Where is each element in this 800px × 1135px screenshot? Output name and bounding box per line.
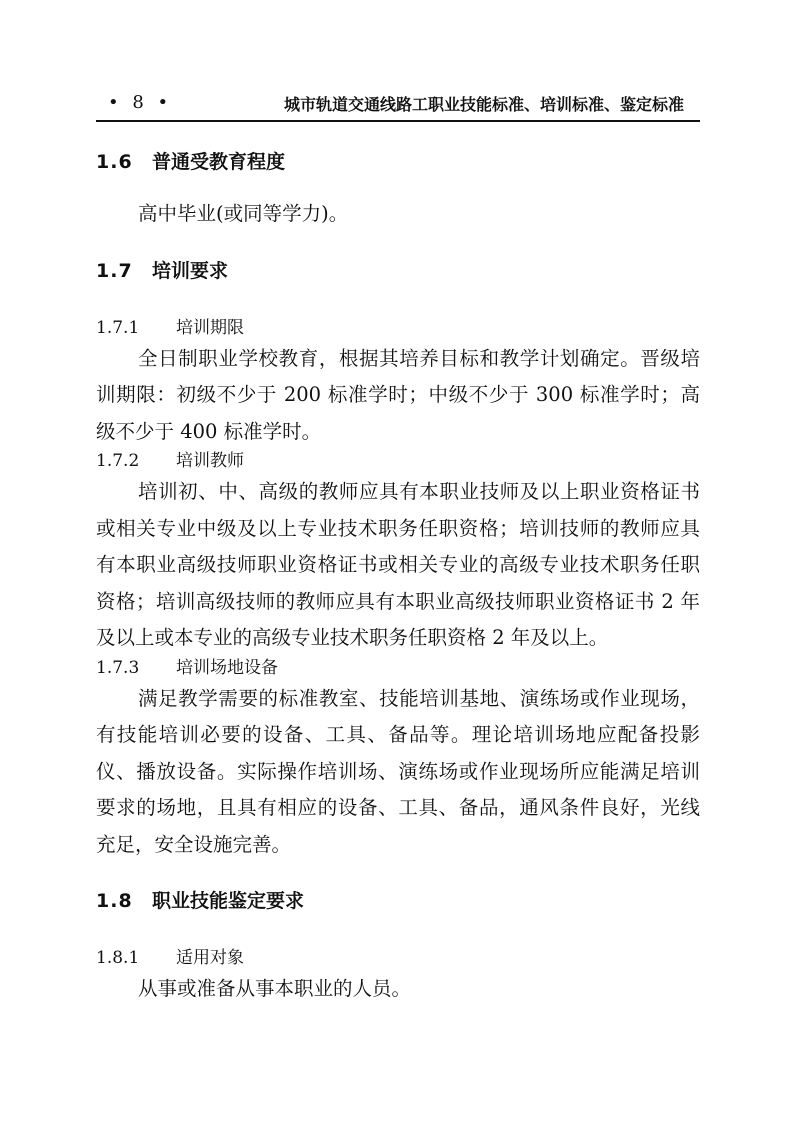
subsection-number: 1.7.3: [96, 657, 140, 678]
section-heading-1-8: [96, 889, 700, 913]
subheading-1-8-1: [96, 947, 700, 971]
subheading-1-7-2: [96, 450, 700, 474]
section-title: 普通受教育程度: [152, 151, 286, 173]
subsection-title: 适用对象: [176, 948, 244, 968]
subsection-title: 培训期限: [176, 317, 244, 338]
running-title: 城市轨道交通线路工职业技能标准、培训标准、鉴定标准: [284, 95, 685, 114]
section-number: 1.7: [96, 259, 133, 282]
subsection-number: 1.8.1: [96, 948, 140, 968]
subsection-title: 培训教师: [176, 451, 244, 471]
paragraph-education: 高中毕业(或同等学力)。: [138, 202, 349, 225]
page-content: [96, 150, 700, 1008]
paragraph-applicable-persons: 从事或准备从事本职业的人员。: [138, 977, 412, 1000]
paragraph-training-teachers: 培训初、中、高级的教师应具有本职业技师及以上职业资格证书或相关专业中级及以上专业技术职务任职资格；培训技师的教师应具有本职业高级技师职业资格证书或相关专业的高级专业技术职务任职资格；培训高级技师的教师应具有本职业高级技师职业资格证书 2 年及以上或本专业的高级专业技术职务任职资格 2 年及以上。: [96, 480, 700, 649]
section-title: 职业技能鉴定要求: [152, 890, 305, 912]
page-number: • 8 •: [108, 92, 173, 113]
paragraph-training-period: 全日制职业学校教育，根据其培养目标和教学计划确定。晋级培训期限：初级不少于 200 标准学时；中级不少于 300 标准学时；高级不少于 400 标准学时。: [96, 346, 700, 443]
subheading-1-7-3: [96, 657, 700, 681]
paragraph-training-facilities: 满足教学需要的标准教室、技能培训基地、演练场或作业现场，有技能培训必要的设备、工具、备品等。理论培训场地应配备投影仪、播放设备。实际操作培训场、演练场或作业现场所应能满足培训要求的场地，且具有相应的设备、工具、备品，通风条件良好，光线充足，安全设施完善。: [96, 686, 700, 856]
section-number: 1.6: [96, 151, 133, 173]
section-title: 培训要求: [152, 259, 229, 282]
subsection-title: 培训场地设备: [176, 657, 278, 678]
subsection-number: 1.7.2: [96, 451, 140, 471]
section-heading-1-6: [96, 150, 700, 174]
section-heading-1-7: [96, 259, 700, 283]
subheading-1-7-1: [96, 317, 700, 341]
page-header: [96, 86, 700, 122]
subsection-number: 1.7.1: [96, 317, 140, 338]
section-number: 1.8: [96, 890, 133, 912]
